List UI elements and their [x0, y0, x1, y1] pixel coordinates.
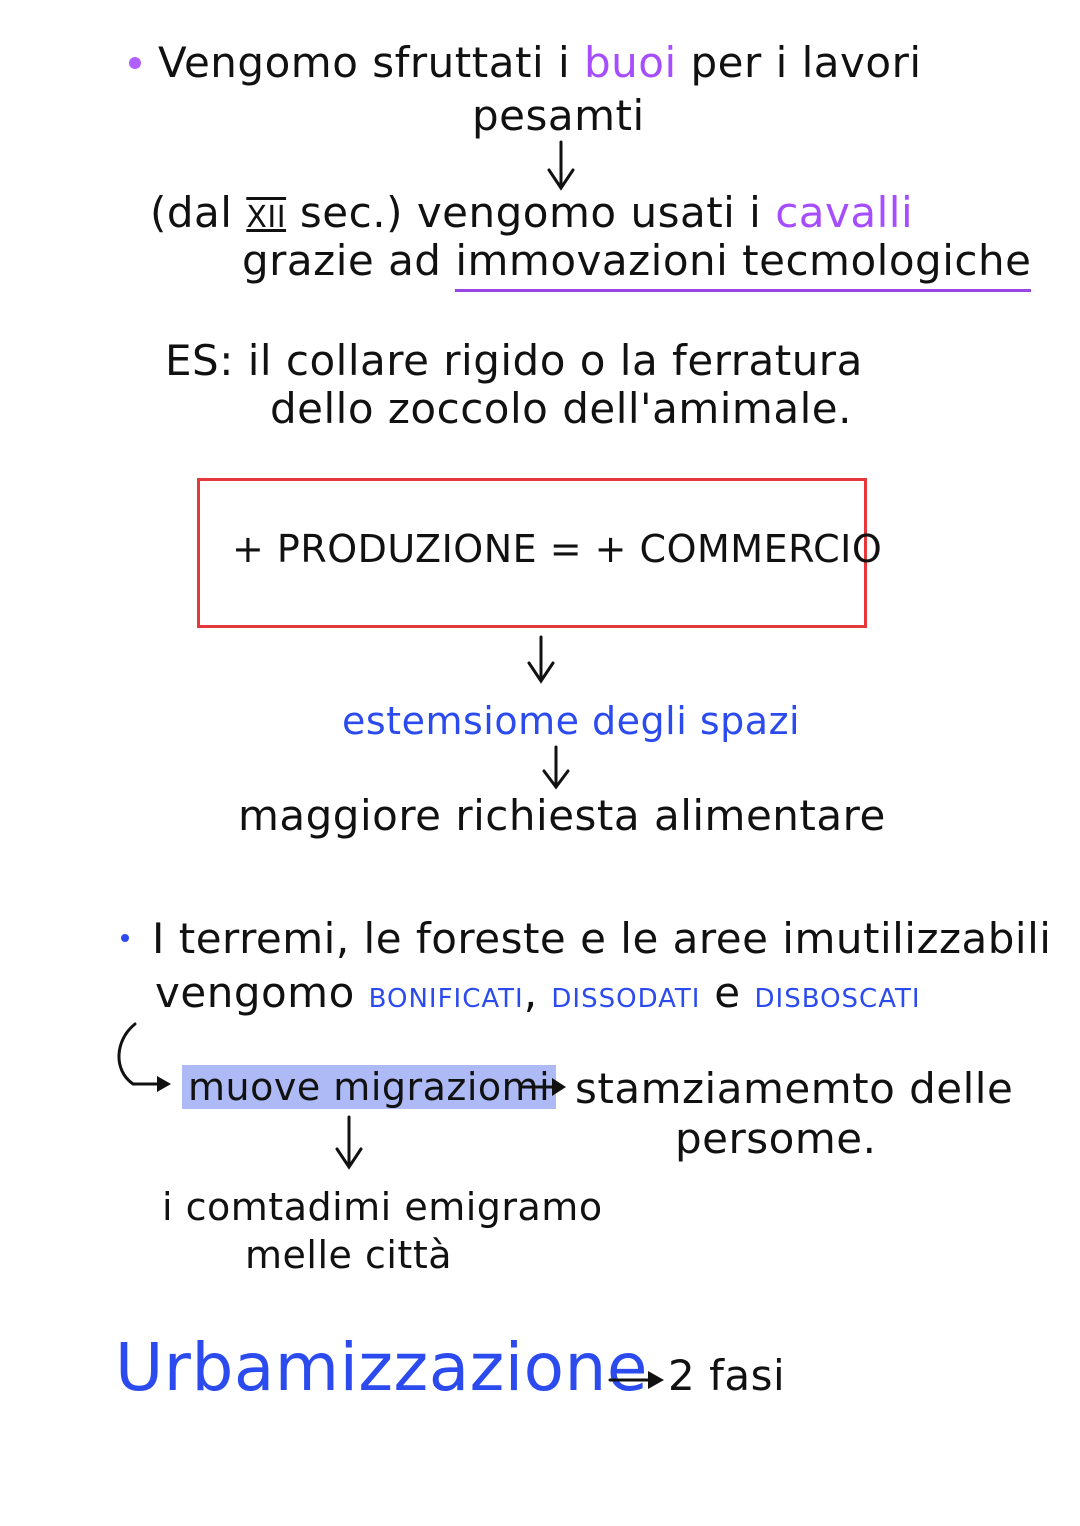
oxen-word: buoi	[583, 38, 677, 87]
oxen-text-pre: Vengomo sfruttati i	[158, 38, 584, 87]
arrow-down-icon	[545, 140, 577, 192]
oxen-text-post: per i lavori	[676, 38, 922, 87]
arrow-down-icon	[540, 745, 572, 791]
innovations-underlined: immovazioni tecmologiche	[455, 236, 1031, 292]
line-oxen	[158, 38, 922, 87]
horses-word: cavalli	[775, 188, 914, 237]
demand-text: maggiore richiesta alimentare	[238, 791, 886, 840]
lands-and: e	[700, 968, 755, 1017]
bullet-dot	[129, 57, 141, 69]
century-sec: sec.)	[286, 188, 403, 237]
lands-line-1: I terremi, le foreste e le aree imutilizzabili	[152, 914, 1052, 963]
urbanization-heading: Urbamizzazione	[115, 1329, 648, 1406]
deforested-word: DISBOSCATI	[754, 984, 921, 1014]
bullet-dot	[121, 934, 129, 942]
key-formula-text: + PRODUZIONE = + COMMERCIO	[232, 527, 883, 571]
settlement-line-2: persome.	[675, 1114, 877, 1163]
tilled-word: DISSODATI	[551, 984, 701, 1014]
reclaimed-word: BONIFICATI	[368, 984, 524, 1014]
paren-open: (dal	[150, 188, 247, 237]
arrow-down-icon	[525, 635, 557, 685]
peasants-line-2: melle città	[245, 1233, 453, 1277]
settlement-line-1: stamziamemto delle	[575, 1064, 1014, 1113]
phases-text: 2 fasi	[668, 1351, 786, 1400]
line-heavy: pesamti	[472, 91, 645, 140]
arrow-right-icon	[520, 1072, 570, 1102]
example-line-1: ES: il collare rigido o la ferratura	[165, 336, 863, 385]
migrations-text	[182, 1065, 556, 1109]
lands-sep: ,	[523, 968, 552, 1017]
line-innovations	[242, 236, 1032, 285]
migrations-highlight: muove migraziomi	[182, 1065, 556, 1109]
lands-pre: vengomo	[155, 968, 369, 1017]
line-horses	[150, 188, 914, 237]
arrow-down-icon	[333, 1115, 365, 1171]
curved-arrow-icon	[105, 1020, 185, 1100]
horses-mid: vengomo usati i	[402, 188, 776, 237]
lands-line-2	[155, 968, 921, 1017]
arrow-right-icon	[608, 1365, 668, 1395]
extension-text: estemsiome degli spazi	[342, 699, 801, 743]
century-numeral: XII	[246, 200, 287, 235]
innovations-pre: grazie ad	[242, 236, 456, 285]
example-line-2: dello zoccolo dell'amimale.	[270, 384, 852, 433]
peasants-line-1: i comtadimi emigramo	[162, 1185, 603, 1229]
